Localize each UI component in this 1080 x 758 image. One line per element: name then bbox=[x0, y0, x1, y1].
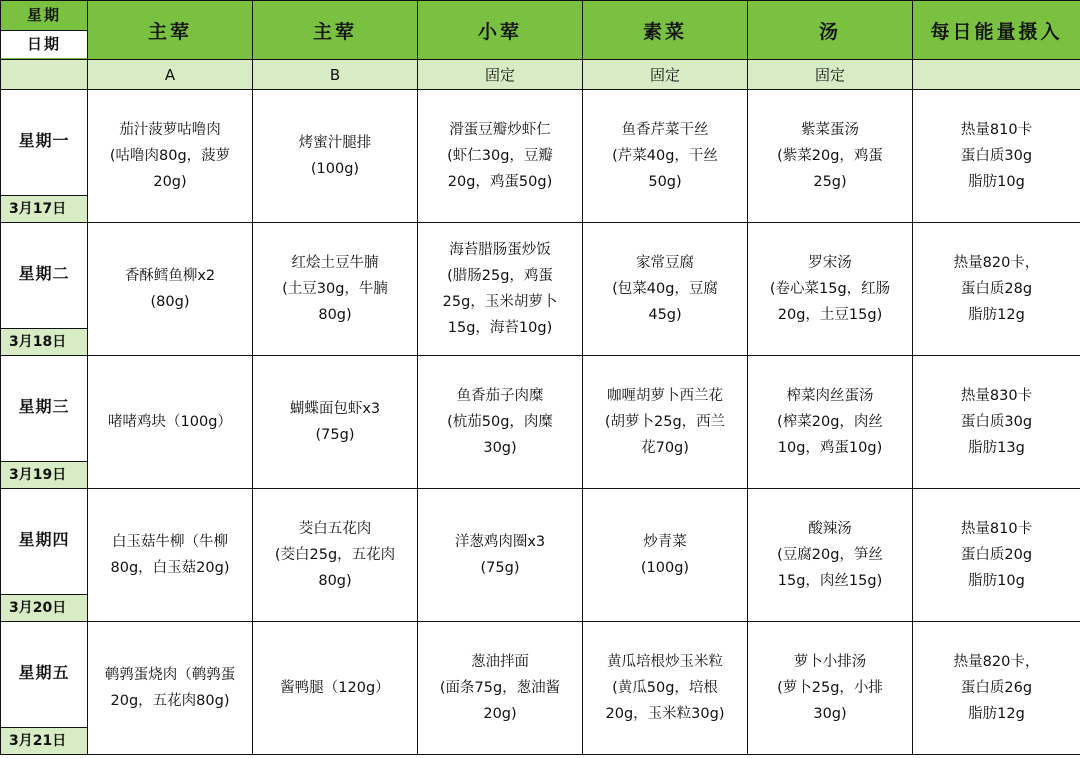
dish-text-line: 蛋白质28g bbox=[960, 281, 1033, 297]
dish-text-line: 热量830卡 bbox=[960, 388, 1033, 404]
dish-text-line: 滑蛋豆瓣炒虾仁 bbox=[449, 122, 551, 138]
column-header-vegetable: 素菜 bbox=[583, 1, 748, 60]
dish-vegetable bbox=[583, 223, 748, 356]
dish-text-line: 脂肪12g bbox=[968, 706, 1025, 722]
dish-vegetable bbox=[583, 622, 748, 755]
subheader-blank bbox=[1, 60, 88, 90]
dish-soup bbox=[748, 489, 913, 622]
dish-text-line: (咕噜肉80g，菠萝 bbox=[109, 148, 231, 164]
day-cell bbox=[1, 223, 88, 356]
dish-text-line: 炒青菜 bbox=[643, 534, 687, 550]
dish-text-line: 脂肪10g bbox=[968, 573, 1025, 589]
dish-text-line: 热量820卡， bbox=[953, 654, 1040, 670]
dish-text-line: (75g) bbox=[480, 560, 520, 576]
subheader-a: A bbox=[88, 60, 253, 90]
dish-text-line: 脂肪10g bbox=[968, 174, 1025, 190]
dish-text-line: 热量810卡 bbox=[960, 122, 1033, 138]
dish-text-line: 红烩土豆牛腩 bbox=[291, 255, 379, 271]
day-date: 3月20日 bbox=[1, 594, 87, 621]
dish-soup bbox=[748, 356, 913, 489]
dish-main-meat-a bbox=[88, 356, 253, 489]
dish-text-line: 咖喱胡萝卜西兰花 bbox=[607, 388, 723, 404]
dish-text-line: 榨菜肉丝蛋汤 bbox=[786, 388, 874, 404]
day-date: 3月17日 bbox=[1, 195, 87, 222]
week-label: 星期 bbox=[1, 1, 87, 31]
dish-main-meat-a bbox=[88, 622, 253, 755]
day-cell bbox=[1, 622, 88, 755]
dish-text-line: 25g，玉米胡萝卜 bbox=[442, 294, 558, 310]
dish-main-meat-b bbox=[253, 622, 418, 755]
dish-side-meat bbox=[418, 489, 583, 622]
dish-main-meat-a bbox=[88, 223, 253, 356]
column-header-main-meat-a: 主荤 bbox=[88, 1, 253, 60]
dish-text-line: (茭白25g，五花肉 bbox=[274, 547, 396, 563]
dish-side-meat bbox=[418, 622, 583, 755]
daily-energy bbox=[913, 223, 1080, 356]
dish-text-line: (卷心菜15g，红肠 bbox=[769, 281, 891, 297]
dish-side-meat bbox=[418, 90, 583, 223]
dish-text-line: (100g) bbox=[310, 161, 360, 177]
day-date: 3月21日 bbox=[1, 727, 87, 754]
dish-text-line: 茄汁菠萝咕噜肉 bbox=[119, 122, 221, 138]
dish-soup bbox=[748, 90, 913, 223]
dish-text-line: (萝卜25g，小排 bbox=[777, 680, 883, 696]
dish-text-line: 20g) bbox=[483, 706, 517, 722]
day-wrap bbox=[1, 489, 87, 621]
day-name: 星期三 bbox=[18, 397, 70, 416]
dish-main-meat-a bbox=[88, 90, 253, 223]
dish-text-line: 酱鸭腿（120g） bbox=[280, 680, 390, 696]
dish-text-line: 鱼香茄子肉糜 bbox=[456, 388, 544, 404]
subheader-row bbox=[1, 60, 1080, 90]
dish-text-line: 蝴蝶面包虾x3 bbox=[289, 401, 381, 417]
dish-side-meat bbox=[418, 223, 583, 356]
dish-text-line: (杭茄50g，肉糜 bbox=[447, 414, 553, 430]
week-date-header bbox=[1, 1, 88, 60]
dish-main-meat-b bbox=[253, 223, 418, 356]
dish-text-line: 20g，玉米粒30g) bbox=[605, 706, 725, 722]
dish-text-line: (包菜40g，豆腐 bbox=[612, 281, 718, 297]
daily-energy bbox=[913, 622, 1080, 755]
day-cell bbox=[1, 356, 88, 489]
dish-main-meat-b bbox=[253, 489, 418, 622]
dish-text-line: 15g，海苔10g) bbox=[447, 320, 553, 336]
daily-energy bbox=[913, 489, 1080, 622]
dish-text-line: 家常豆腐 bbox=[636, 255, 694, 271]
daily-energy bbox=[913, 90, 1080, 223]
day-row bbox=[1, 489, 1080, 622]
day-rows bbox=[1, 90, 1080, 755]
dish-text-line: 蛋白质26g bbox=[960, 680, 1033, 696]
day-wrap bbox=[1, 356, 87, 488]
dish-text-line: 80g) bbox=[318, 573, 352, 589]
dish-text-line: 20g，鸡蛋50g) bbox=[447, 174, 553, 190]
column-header-side-meat: 小荤 bbox=[418, 1, 583, 60]
day-wrap bbox=[1, 223, 87, 355]
dish-text-line: (紫菜20g，鸡蛋 bbox=[777, 148, 883, 164]
dish-text-line: (榨菜20g，肉丝 bbox=[777, 414, 883, 430]
day-name: 星期四 bbox=[18, 530, 70, 549]
dish-text-line: 蛋白质30g bbox=[960, 414, 1033, 430]
dish-text-line: 热量810卡 bbox=[960, 521, 1033, 537]
dish-text-line: (虾仁30g，豆瓣 bbox=[447, 148, 553, 164]
dish-text-line: 蛋白质30g bbox=[960, 148, 1033, 164]
dish-text-line: 白玉菇牛柳（牛柳 bbox=[112, 534, 228, 550]
dish-text-line: 20g) bbox=[153, 174, 187, 190]
dish-text-line: 蛋白质20g bbox=[960, 547, 1033, 563]
subheader-fixed: 固定 bbox=[418, 60, 583, 90]
dish-vegetable bbox=[583, 90, 748, 223]
dish-text-line: 黄瓜培根炒玉米粒 bbox=[607, 654, 723, 670]
day-wrap bbox=[1, 90, 87, 222]
day-row bbox=[1, 356, 1080, 489]
dish-main-meat-b bbox=[253, 90, 418, 223]
day-cell bbox=[1, 489, 88, 622]
dish-text-line: 烤蜜汁腿排 bbox=[298, 135, 372, 151]
dish-text-line: 30g) bbox=[483, 440, 517, 456]
day-date: 3月19日 bbox=[1, 461, 87, 488]
dish-text-line: 脂肪12g bbox=[968, 307, 1025, 323]
column-header-daily-energy: 每日能量摄入 bbox=[913, 1, 1080, 60]
dish-text-line: 80g) bbox=[318, 307, 352, 323]
dish-text-line: 脂肪13g bbox=[968, 440, 1025, 456]
dish-text-line: 酸辣汤 bbox=[808, 521, 852, 537]
dish-vegetable bbox=[583, 489, 748, 622]
header-row bbox=[1, 1, 1080, 60]
column-header-main-meat-b: 主荤 bbox=[253, 1, 418, 60]
dish-soup bbox=[748, 223, 913, 356]
dish-text-line: 热量820卡， bbox=[953, 255, 1040, 271]
day-cell bbox=[1, 90, 88, 223]
dish-text-line: 鹌鹑蛋烧肉（鹌鹑蛋 bbox=[104, 667, 236, 683]
subheader-fixed: 固定 bbox=[748, 60, 913, 90]
day-date: 3月18日 bbox=[1, 328, 87, 355]
day-name: 星期五 bbox=[18, 663, 70, 682]
dish-text-line: 鱼香芹菜干丝 bbox=[621, 122, 709, 138]
day-row bbox=[1, 223, 1080, 356]
dish-text-line: 海苔腊肠蛋炒饭 bbox=[449, 242, 551, 258]
dish-main-meat-a bbox=[88, 489, 253, 622]
column-header-soup: 汤 bbox=[748, 1, 913, 60]
dish-text-line: 15g，肉丝15g) bbox=[777, 573, 883, 589]
subheader-energy bbox=[913, 60, 1080, 90]
dish-text-line: (75g) bbox=[315, 427, 355, 443]
day-row bbox=[1, 622, 1080, 755]
dish-text-line: (面条75g，葱油酱 bbox=[439, 680, 561, 696]
dish-text-line: 罗宋汤 bbox=[808, 255, 852, 271]
day-name: 星期一 bbox=[18, 131, 70, 150]
dish-text-line: 香酥鳕鱼柳x2 bbox=[124, 268, 216, 284]
dish-text-line: (黄瓜50g，培根 bbox=[612, 680, 718, 696]
daily-energy bbox=[913, 356, 1080, 489]
subheader-fixed: 固定 bbox=[583, 60, 748, 90]
dish-text-line: (80g) bbox=[150, 294, 190, 310]
dish-text-line: 萝卜小排汤 bbox=[793, 654, 867, 670]
date-label: 日期 bbox=[1, 31, 87, 58]
dish-main-meat-b bbox=[253, 356, 418, 489]
dish-text-line: 紫菜蛋汤 bbox=[801, 122, 859, 138]
dish-side-meat bbox=[418, 356, 583, 489]
day-row bbox=[1, 90, 1080, 223]
dish-text-line: 50g) bbox=[648, 174, 682, 190]
dish-soup bbox=[748, 622, 913, 755]
dish-text-line: 20g，五花肉80g) bbox=[110, 693, 230, 709]
dish-text-line: 25g) bbox=[813, 174, 847, 190]
dish-text-line: 花70g) bbox=[641, 440, 689, 456]
dish-text-line: 茭白五花肉 bbox=[298, 521, 372, 537]
dish-text-line: (芹菜40g，干丝 bbox=[612, 148, 718, 164]
day-name: 星期二 bbox=[18, 264, 70, 283]
dish-text-line: 洋葱鸡肉圈x3 bbox=[454, 534, 546, 550]
dish-text-line: (土豆30g，牛腩 bbox=[282, 281, 388, 297]
dish-text-line: (胡萝卜25g，西兰 bbox=[604, 414, 726, 430]
dish-text-line: 10g，鸡蛋10g) bbox=[777, 440, 883, 456]
dish-text-line: (腊肠25g，鸡蛋 bbox=[447, 268, 553, 284]
dish-text-line: 80g，白玉菇20g) bbox=[110, 560, 230, 576]
dish-text-line: 葱油拌面 bbox=[471, 654, 529, 670]
dish-text-line: (豆腐20g，笋丝 bbox=[777, 547, 883, 563]
subheader-b: B bbox=[253, 60, 418, 90]
dish-vegetable bbox=[583, 356, 748, 489]
dish-text-line: 啫啫鸡块（100g） bbox=[108, 414, 232, 430]
dish-text-line: 30g) bbox=[813, 706, 847, 722]
dish-text-line: (100g) bbox=[640, 560, 690, 576]
dish-text-line: 20g，土豆15g) bbox=[777, 307, 883, 323]
dish-text-line: 45g) bbox=[648, 307, 682, 323]
day-wrap bbox=[1, 622, 87, 754]
